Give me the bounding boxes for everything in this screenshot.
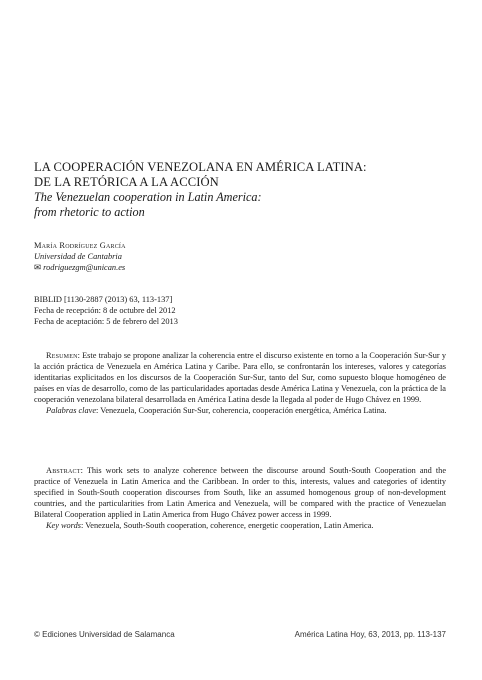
author-email: rodriguezgm@unican.es bbox=[43, 263, 126, 272]
abstract-en-label: Abstract bbox=[46, 466, 81, 475]
footer-copyright: © Ediciones Universidad de Salamanca bbox=[34, 630, 175, 639]
abstract-en-text: : This work sets to analyze coherence between the discourse around South-South Cooperation and the practice of Venezuela in Latin America and the Caribbean. In order to this, interests, values and categories of identity specified in South-South cooperation discourses from South, like an assumed homogenous group of non-development countries, and the particularities from Latin America and Venezuela, will be compared with the practice of Venezuelan Bilateral Cooperation applied in Latin America from Hugo Chávez power access in 1999. bbox=[34, 466, 446, 519]
keywords-es-text: : Venezuela, Cooperación Sur-Sur, coherencia, cooperación energética, América Latina. bbox=[96, 406, 387, 415]
title-es-line-2: DE LA RETÓRICA A LA ACCIÓN bbox=[34, 175, 219, 189]
author-block bbox=[34, 240, 444, 273]
mail-icon: ✉ bbox=[34, 263, 42, 272]
title-en-line-2: from rhetoric to action bbox=[34, 205, 145, 219]
abstract-en bbox=[34, 465, 446, 531]
biblid-line: BIBLID [1130-2887 (2013) 63, 113-137] bbox=[34, 295, 173, 304]
abstract-en-paragraph bbox=[34, 465, 446, 520]
title-en-line-1: The Venezuelan cooperation in Latin America: bbox=[34, 190, 262, 204]
abstract-es-label: Resumen bbox=[46, 351, 78, 360]
abstract-es-text: : Este trabajo se propone analizar la coherencia entre el discurso existente en torno a la Cooperación Sur-Sur y la acción práctica de Venezuela en América Latina y Caribe. Para ello, se confrontarán los intereses, valores y categorías identitarias explicitados en los discursos de la Cooperación Sur-Sur, tanto del Sur, como supuesto bloque homogéneo de países en vías de desarrollo, como de las particularidades aportadas desde América Latina y Venezuela, con la práctica de la cooperación venezolana bilateral desarrollada en América Latina desde la llegada al poder de Hugo Chávez en 1999. bbox=[34, 351, 446, 404]
footer-journal-ref: América Latina Hoy, 63, 2013, pp. 113-137 bbox=[294, 630, 446, 639]
title-block bbox=[34, 160, 444, 220]
keywords-es bbox=[34, 405, 446, 416]
keywords-en-label: Key words bbox=[46, 521, 81, 530]
author-name: María Rodríguez García bbox=[34, 241, 126, 250]
accepted-date: Fecha de aceptación: 5 de febrero del 2013 bbox=[34, 317, 178, 326]
author-email-line bbox=[34, 262, 444, 273]
author-affiliation: Universidad de Cantabria bbox=[34, 252, 122, 261]
title-es-line-1: LA COOPERACIÓN VENEZOLANA EN AMÉRICA LATINA: bbox=[34, 160, 367, 174]
keywords-en bbox=[34, 520, 446, 531]
abstract-es bbox=[34, 350, 446, 416]
biblio-block bbox=[34, 294, 444, 327]
keywords-es-label: Palabras clave bbox=[46, 406, 97, 415]
received-date: Fecha de recepción: 8 de octubre del 2012 bbox=[34, 306, 176, 315]
abstract-es-paragraph bbox=[34, 350, 446, 405]
keywords-en-text: : Venezuela, South-South cooperation, coherence, energetic cooperation, Latin America. bbox=[80, 521, 374, 530]
